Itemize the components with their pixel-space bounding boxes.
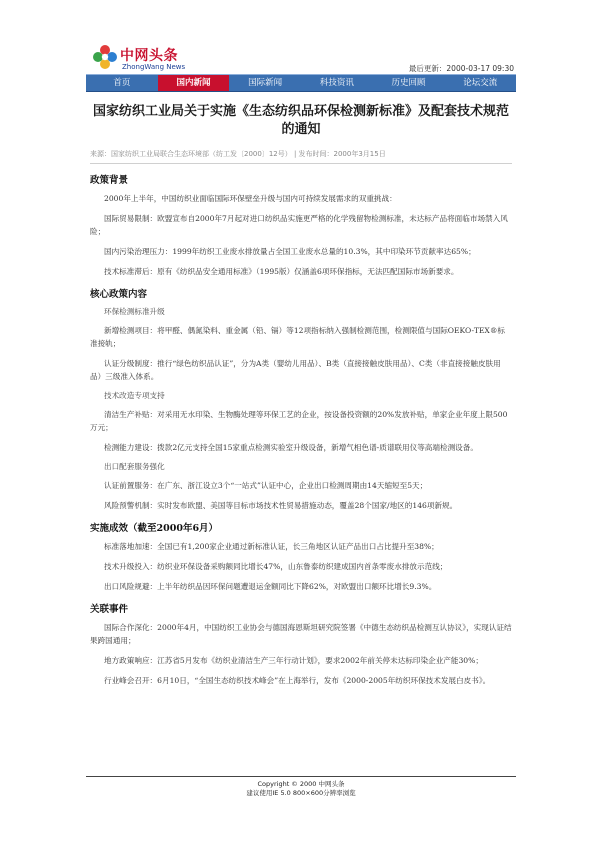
paragraph: 检测能力建设：拨款2亿元支持全国15家重点检测实验室升级设备，新增气相色谱-质谱联用仪等高端检测设备。	[104, 443, 478, 452]
paragraph: 认证前置服务：在广东、浙江设立3个“一站式”认证中心，企业出口检测周期由14天缩短至5天；	[104, 481, 428, 490]
nav-international-news[interactable]: 国际新闻	[248, 78, 283, 88]
site-header	[86, 0, 516, 72]
paragraph: 国际贸易限制：欧盟宣布自2000年7月起对进口纺织品实施更严格的化学残留物检测标准，未达标产品将面临市场禁入风险；	[90, 214, 508, 236]
last-updated: 最后更新：2000-03-17 09:30	[408, 64, 514, 73]
brand-name[interactable]: 中网头条	[120, 48, 178, 64]
divider	[90, 163, 512, 164]
nav-forum[interactable]: 论坛交流	[463, 78, 498, 88]
subheading: 环保检测标准升级	[104, 307, 165, 316]
nav-tech-news[interactable]: 科技资讯	[319, 78, 354, 88]
nav-home[interactable]: 首页	[113, 78, 131, 88]
browser-advice-text: 建议使用IE 5.0 800×600分辨率浏览	[246, 789, 356, 797]
article-title: 国家纺织工业局关于实施《生态纺织品环保检测新标准》及配套技术规范的通知	[92, 104, 509, 137]
paragraph: 行业峰会召开：6月10日，“全国生态纺织技术峰会”在上海举行，发布《2000-2005年纺织环保技术发展白皮书》。	[104, 676, 491, 685]
paragraph: 2000年上半年，中国纺织业面临国际环保壁垒升级与国内可持续发展需求的双重挑战：	[104, 194, 397, 203]
paragraph: 清洁生产补贴：对采用无水印染、生物酶处理等环保工艺的企业，按设备投资额的20%发放补贴，单家企业年度上限500万元；	[90, 410, 508, 432]
copyright-text: Copyright © 2000 中网头条	[257, 780, 345, 788]
paragraph: 国内污染治理压力：1999年纺织工业废水排放量占全国工业废水总量的10.3%，其中印染环节贡献率达65%；	[104, 247, 476, 256]
paragraph: 出口风险规避：上半年纺织品因环保问题遭退运金额同比下降62%，对欧盟出口额环比增长9.3%。	[104, 582, 437, 591]
section-heading: 核心政策内容	[90, 289, 148, 300]
page	[86, 0, 516, 694]
main-nav	[86, 74, 516, 92]
subheading: 技术改造专项支持	[104, 391, 165, 400]
section-policy-background	[86, 172, 516, 278]
paragraph: 标准落地加速：全国已有1,200家企业通过新标准认证，长三角地区认证产品出口占比提升至38%；	[104, 542, 439, 551]
paragraph: 技术升级投入：纺织业环保设备采购额同比增长47%，山东鲁泰纺织建成国内首条零废水排放示范线；	[104, 562, 448, 571]
site-footer	[86, 776, 516, 798]
paragraph: 风险预警机制：实时发布欧盟、美国等目标市场技术性贸易措施动态，覆盖28个国家/地区的146项新规。	[104, 501, 458, 510]
subheading: 出口配套服务强化	[104, 462, 165, 471]
flower-logo-icon[interactable]	[92, 44, 118, 70]
section-related-events	[86, 601, 516, 687]
nav-history[interactable]: 历史回顾	[391, 78, 426, 88]
section-heading: 实施成效（截至2000年6月）	[90, 523, 219, 534]
paragraph: 新增检测项目：将甲醛、偶氮染料、重金属（铅、镉）等12项指标纳入强制检测范围，检测限值与国际OEKO-TEX®标准接轨；	[90, 326, 506, 348]
brand-name-en: ZhongWang News	[122, 63, 186, 71]
paragraph: 技术标准滞后：原有《纺织品安全通用标准》（1995版）仅涵盖6项环保指标，无法匹配国际市场新要求。	[104, 267, 459, 276]
section-core-policy	[86, 286, 516, 512]
paragraph: 认证分级制度：推行“绿色纺织品认证”，分为A类（婴幼儿用品）、B类（直接接触皮肤用品）、C类（非直接接触皮肤用品）三级准入体系。	[90, 359, 501, 381]
article-meta: 来源：国家纺织工业局联合生态环境部（纺工发〔2000〕12号） | 发布时间：2000年3月15日	[90, 150, 386, 158]
paragraph: 地方政策响应：江苏省5月发布《纺织业清洁生产三年行动计划》，要求2002年前关停未达标印染企业产能30%；	[104, 656, 483, 665]
paragraph: 国际合作深化：2000年4月，中国纺织工业协会与德国海恩斯坦研究院签署《中德生态纺织品检测互认协议》，实现认证结果跨国通用；	[90, 623, 512, 645]
nav-domestic-news[interactable]: 国内新闻	[158, 75, 230, 91]
section-heading: 政策背景	[90, 175, 129, 186]
section-results	[86, 520, 516, 593]
section-heading: 关联事件	[90, 604, 129, 615]
